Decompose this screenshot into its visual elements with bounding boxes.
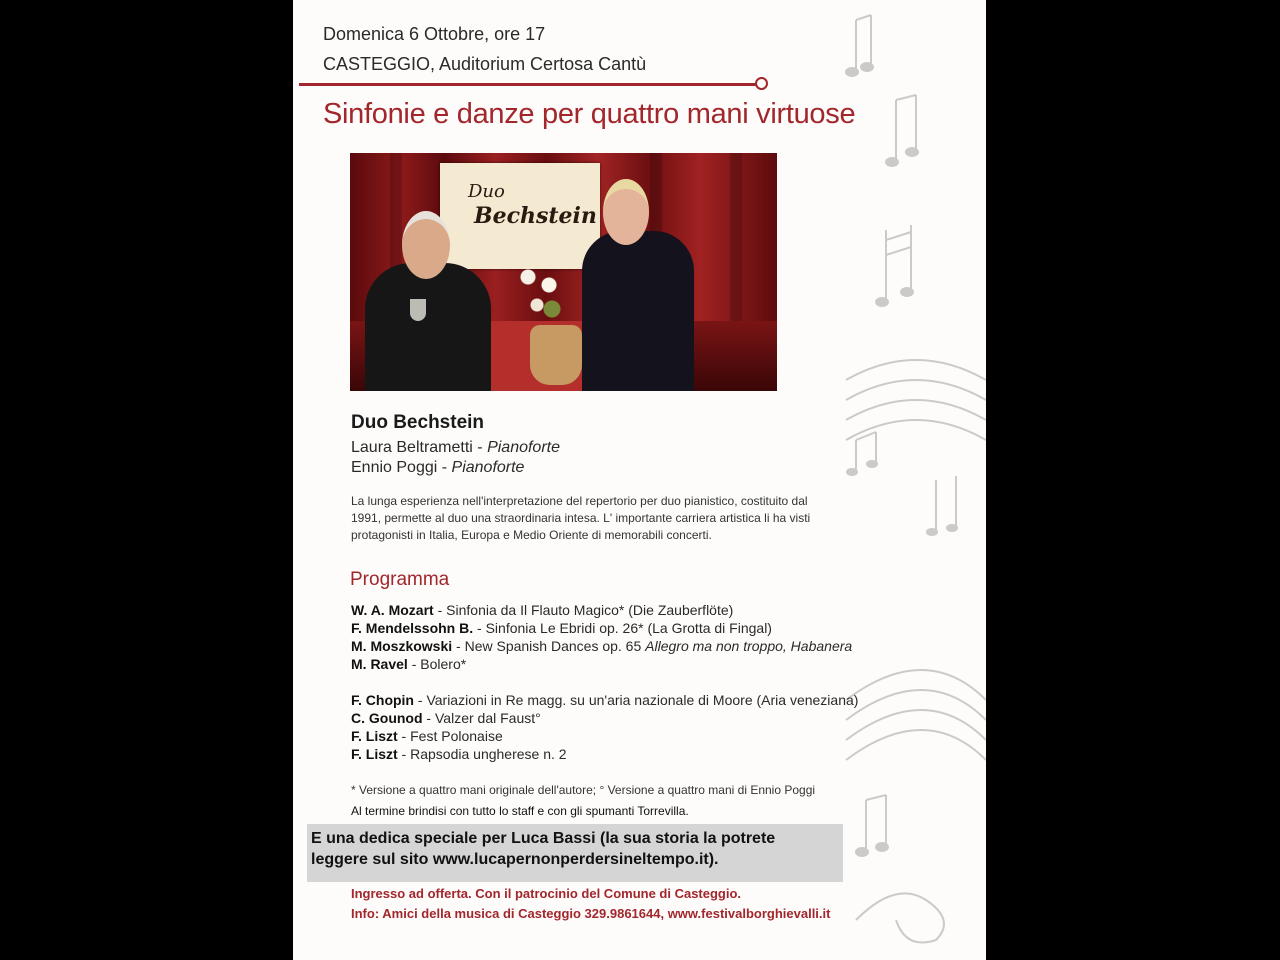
- sign-line-1: Duo: [468, 181, 505, 202]
- programme-item: W. A. Mozart - Sinfonia da Il Flauto Magico* (Die Zauberflöte): [351, 602, 734, 618]
- performer-name: Laura Beltrametti: [351, 439, 473, 456]
- duo-photo: [350, 153, 777, 391]
- man-figure: [365, 263, 491, 391]
- brindisi-note: Al termine brindisi con tutto lo staff e con gli spumanti Torrevilla.: [351, 804, 689, 818]
- programme-item: F. Chopin - Variazioni in Re magg. su un'aria nazionale di Moore (Aria veneziana): [351, 692, 859, 708]
- header-rule-dot: [755, 77, 768, 90]
- admission-info: Ingresso ad offerta. Con il patrocinio del Comune di Casteggio.: [351, 886, 742, 901]
- flyer-page: [293, 0, 986, 960]
- programme-item: F. Liszt - Fest Polonaise: [351, 728, 503, 744]
- wine-glass: [410, 299, 426, 321]
- performer-instrument: Pianoforte: [487, 439, 560, 456]
- composer: F. Mendelssohn B.: [351, 620, 474, 636]
- event-date: Domenica 6 Ottobre, ore 17: [323, 24, 546, 44]
- performer-1: Laura Beltrametti - Pianoforte: [351, 439, 560, 456]
- work: Bolero*: [420, 656, 467, 672]
- programme-footnote: * Versione a quattro mani originale dell'autore; ° Versione a quattro mani di Ennio Poggi: [351, 783, 816, 797]
- composer: W. A. Mozart: [351, 602, 434, 618]
- man-head: [402, 211, 450, 279]
- composer: F. Liszt: [351, 746, 398, 762]
- orchid-flowers: [510, 253, 570, 333]
- composer: C. Gounod: [351, 710, 423, 726]
- bio-line: protagonisti in Italia, Europa e Medio Oriente di memorabili concerti.: [351, 528, 712, 542]
- work: Sinfonia Le Ebridi op. 26* (La Grotta di Fingal): [485, 620, 772, 636]
- woman-figure: [582, 231, 694, 391]
- music-notes-decoration: [836, 0, 986, 960]
- performer-name: Ennio Poggi: [351, 459, 438, 476]
- composer: F. Chopin: [351, 692, 414, 708]
- dedication-line-2: leggere sul sito www.lucapernonperdersineltempo.it).: [311, 851, 719, 868]
- header-rule: [299, 83, 757, 86]
- work: New Spanish Dances op. 65: [464, 638, 642, 654]
- performer-instrument: Pianoforte: [451, 459, 525, 476]
- programme-item: F. Liszt - Rapsodia ungherese n. 2: [351, 746, 567, 762]
- contact-info: Info: Amici della musica di Casteggio 329.9861644, www.festivalborghievalli.it: [351, 906, 831, 921]
- woman-head: [603, 179, 649, 245]
- event-venue: CASTEGGIO, Auditorium Certosa Cantù: [323, 54, 647, 74]
- composer: M. Moszkowski: [351, 638, 453, 654]
- programme-item: M. Moszkowski - New Spanish Dances op. 65 Allegro ma non troppo, Habanera: [351, 638, 853, 654]
- composer: M. Ravel: [351, 656, 408, 672]
- flower-vase: [530, 325, 582, 385]
- concert-title: Sinfonie e danze per quattro mani virtuose: [323, 98, 856, 130]
- ensemble-name: Duo Bechstein: [351, 412, 485, 433]
- programme-title: Programma: [350, 569, 450, 590]
- programme-item: F. Mendelssohn B. - Sinfonia Le Ebridi op. 26* (La Grotta di Fingal): [351, 620, 772, 636]
- dedication-line-1: E una dedica speciale per Luca Bassi (la sua storia la potrete: [311, 830, 776, 847]
- programme-item: M. Ravel - Bolero*: [351, 656, 467, 672]
- sign-line-2: Bechstein: [474, 203, 597, 229]
- work-extra: Allegro ma non troppo, Habanera: [645, 638, 853, 654]
- work: Valzer dal Faust°: [435, 710, 541, 726]
- ensemble-bio: [351, 493, 851, 544]
- bio-line: La lunga esperienza nell'interpretazione del repertorio per duo pianistico, costituito dal: [351, 494, 808, 508]
- work: Fest Polonaise: [410, 728, 503, 744]
- dedication-box: [307, 824, 843, 882]
- programme-item: C. Gounod - Valzer dal Faust°: [351, 710, 541, 726]
- work: Variazioni in Re magg. su un'aria nazionale di Moore (Aria veneziana): [426, 692, 859, 708]
- performer-2: Ennio Poggi - Pianoforte: [351, 459, 525, 476]
- work: Sinfonia da Il Flauto Magico* (Die Zauberflöte): [446, 602, 734, 618]
- composer: F. Liszt: [351, 728, 398, 744]
- work: Rapsodia ungherese n. 2: [410, 746, 567, 762]
- bio-line: 1991, permette al duo una straordinaria intesa. L' importante carriera artistica li ha visti: [351, 511, 811, 525]
